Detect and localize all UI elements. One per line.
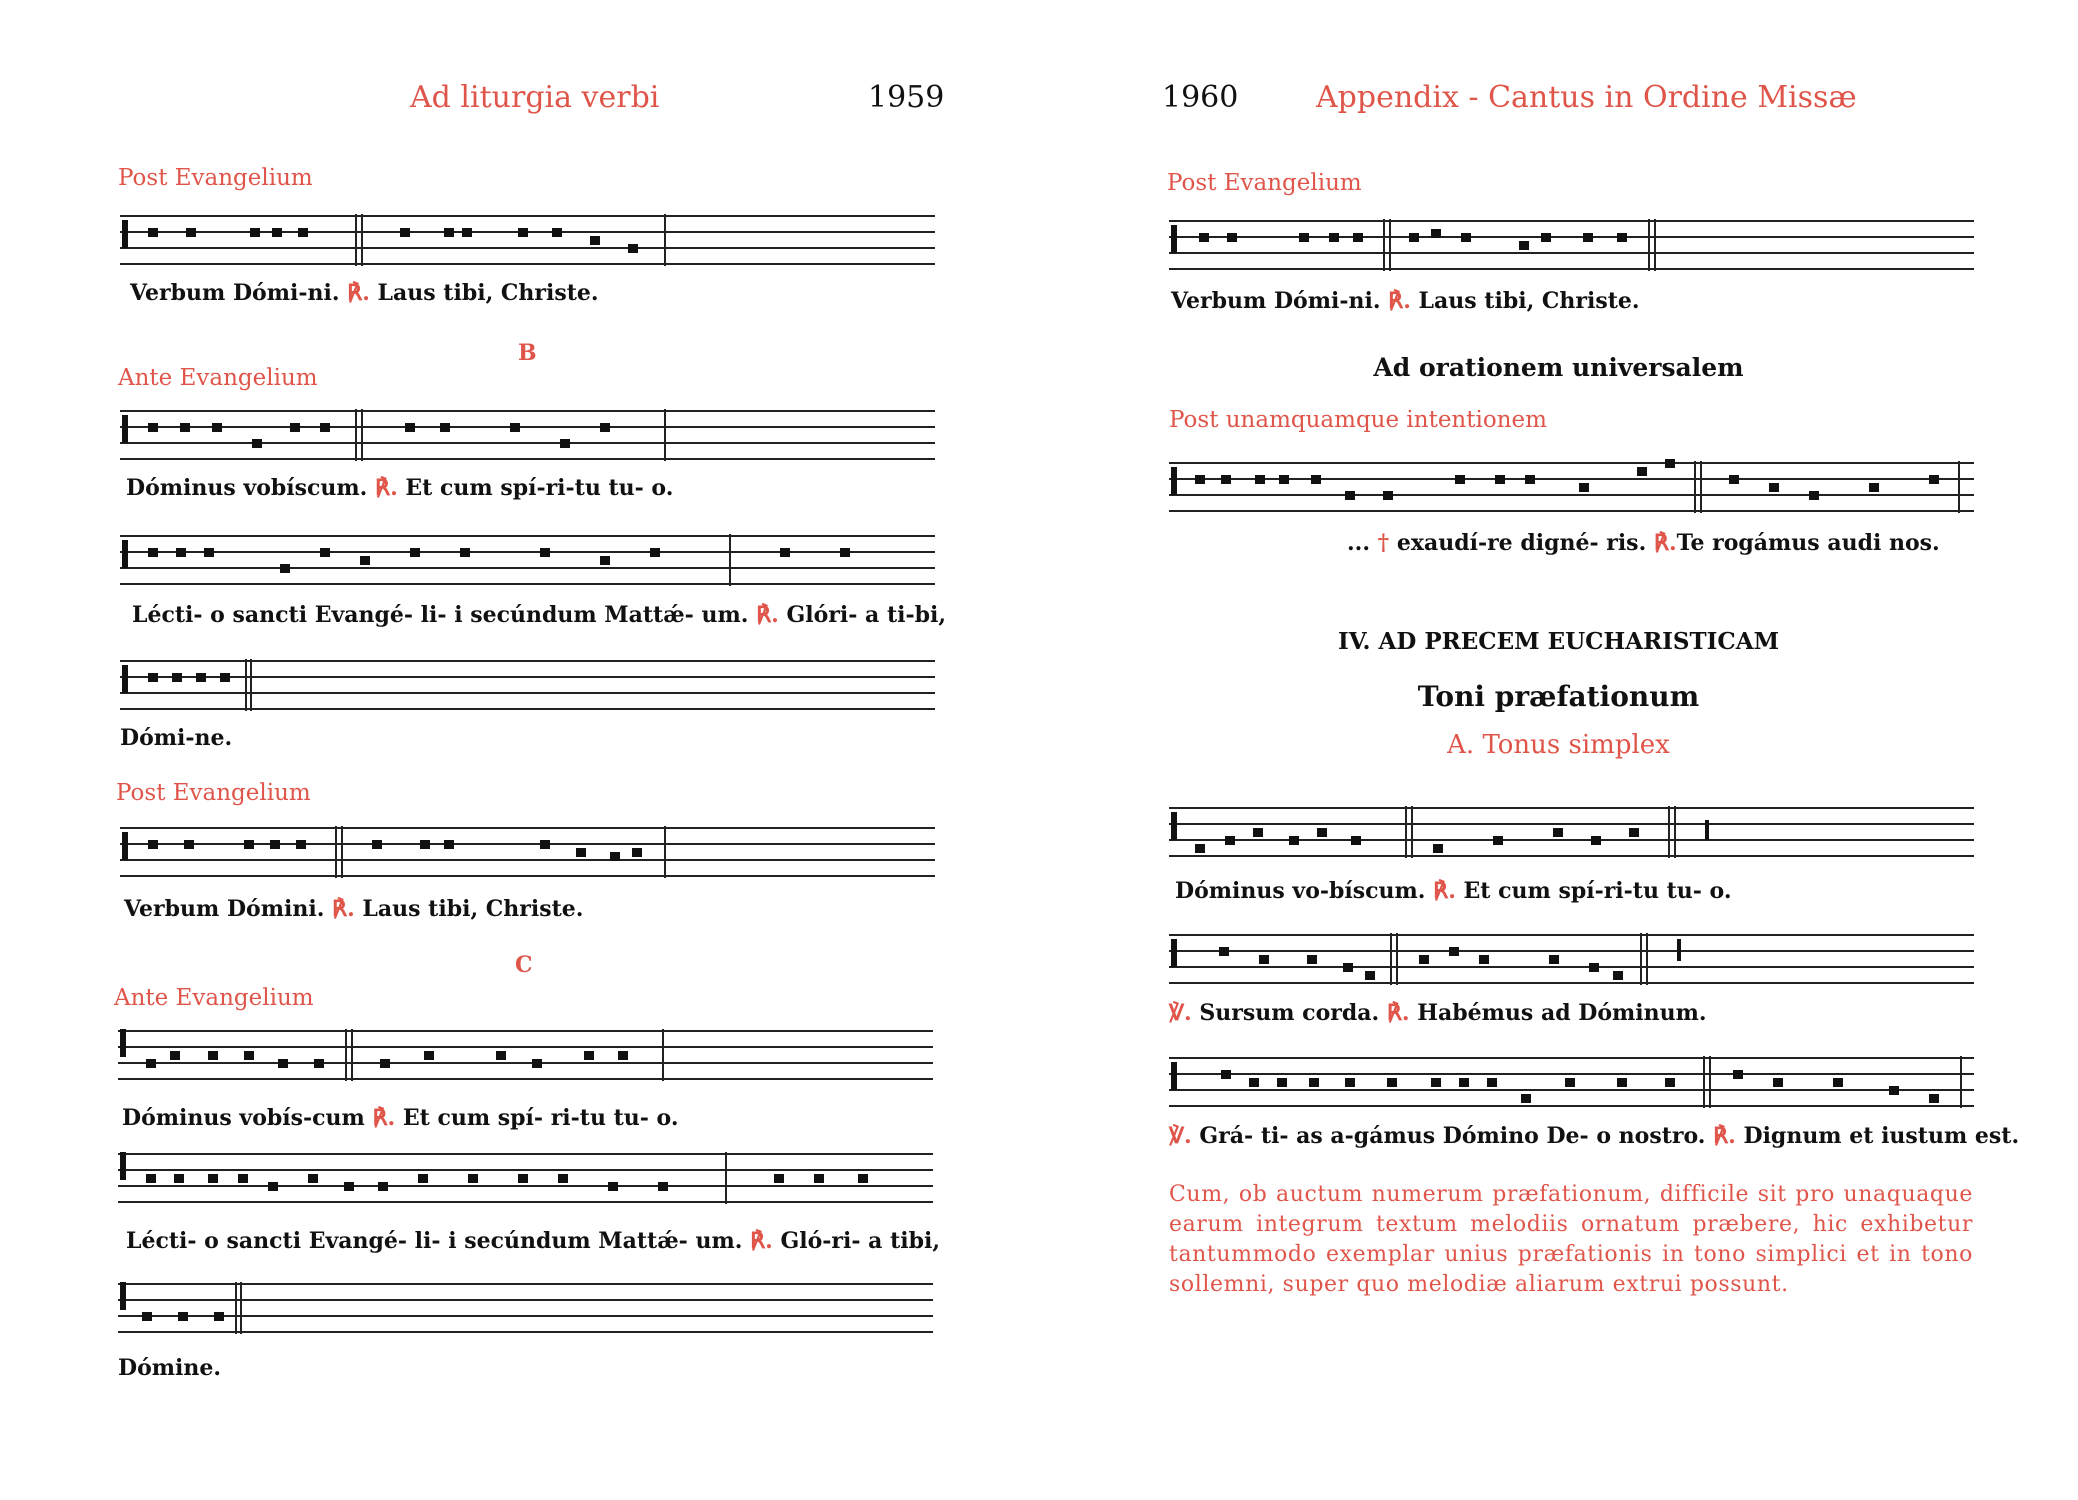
lyric-line: ℣. Grá- ti- as a-gámus Dómino De- o nostro. ℟. Dignum et iustum est. [1169, 1123, 2020, 1149]
chant-staff [1169, 215, 1974, 275]
lyric-line: Verbum Dómini. ℟. Laus tibi, Christe. [124, 896, 584, 922]
footnote-paragraph: Cum, ob auctum numerum præfationum, difficile sit pro unaquaque earum integrum textum melodiis ornatum præbere, hic exhibetur tantummodo exemplar unius præfationis in tono simplici et in tono sollemni, super quo melodiæ aliarum extrui possunt. [1169, 1182, 1973, 1297]
lyric-line: ℣. Sursum corda. ℟. Habémus ad Dóminum. [1169, 1000, 1707, 1026]
chant-staff [120, 405, 935, 465]
lyric-line: Dóminus vobíscum. ℟. Et cum spí-ri-tu tu- o. [126, 475, 674, 501]
right-page [1039, 0, 2078, 1500]
lyric-line: ... † exaudí-re digné- ris. ℟.Te rogámus audi nos. [1347, 530, 1940, 556]
section-letter-b: B [518, 340, 537, 366]
chant-staff [1169, 800, 1974, 865]
rubric-ante-evangelium: Ante Evangelium [118, 365, 318, 391]
left-header-title: Ad liturgia verbi [410, 80, 660, 115]
rubric-post-evangelium: Post Evangelium [118, 165, 313, 191]
right-page-number: 1960 [1162, 80, 1239, 115]
rubric-ante-evangelium: Ante Evangelium [114, 985, 314, 1011]
lyric-line: Dómine. [118, 1355, 222, 1381]
lyric-line: Verbum Dómi-ni. ℟. Laus tibi, Christe. [1171, 288, 1640, 314]
lyric-line: Lécti- o sancti Evangé- li- i secúndum Mattǽ- um. ℟. Glóri- a ti-bi, [132, 602, 946, 628]
oratio-heading: Ad orationem universalem [1373, 353, 1744, 382]
chant-staff [118, 1278, 933, 1338]
chant-staff [118, 1148, 933, 1208]
tonus-simplex-title: A. Tonus simplex [1447, 730, 1670, 760]
chant-staff [1169, 927, 1974, 992]
section-iv-heading: IV. AD PRECEM EUCHARISTICAM [1337, 628, 1780, 655]
chant-staff [118, 1025, 933, 1085]
lyric-line: Verbum Dómi-ni. ℟. Laus tibi, Christe. [130, 280, 599, 306]
lyric-line: Dóminus vo-bíscum. ℟. Et cum spí-ri-tu tu- o. [1175, 878, 1732, 904]
lyric-line: Dóminus vobís-cum ℟. Et cum spí- ri-tu tu- o. [122, 1105, 679, 1131]
right-header-title: Appendix - Cantus in Ordine Missæ [1316, 80, 1857, 115]
chant-staff [120, 822, 935, 882]
chant-staff [1169, 455, 1974, 520]
chant-staff [120, 530, 935, 590]
toni-title: Toni præfationum [1417, 680, 1700, 713]
chant-staff [120, 210, 935, 270]
rubric-post-intentionem: Post unamquamque intentionem [1169, 407, 1547, 433]
lyric-line: Lécti- o sancti Evangé- li- i secúndum Mattǽ- um. ℟. Gló-ri- a tibi, [126, 1228, 940, 1254]
lyric-line: Dómi-ne. [120, 725, 233, 751]
rubric-post-evangelium: Post Evangelium [116, 780, 311, 806]
rubric-post-evangelium: Post Evangelium [1167, 170, 1362, 196]
chant-staff [120, 655, 935, 715]
chant-staff [1169, 1050, 1974, 1115]
left-page-number: 1959 [868, 80, 945, 115]
section-letter-c: C [515, 952, 533, 978]
